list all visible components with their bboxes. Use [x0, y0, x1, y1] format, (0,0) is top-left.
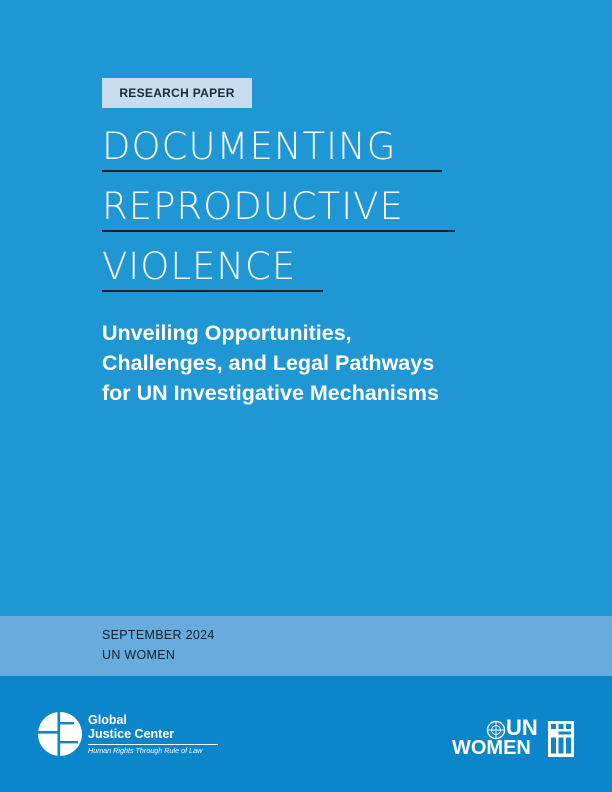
un-women-line-1: UN [506, 715, 538, 740]
gjc-tagline: Human Rights Through Rule of Law [88, 746, 203, 755]
gjc-name-line-1: Global [88, 713, 127, 727]
gjc-divider [88, 744, 218, 745]
gjc-name [88, 713, 174, 741]
gjc-emblem-icon [36, 710, 84, 758]
gjc-name-line-2: Justice Center [88, 727, 175, 741]
publication-info-band [0, 616, 612, 676]
subtitle [102, 318, 572, 408]
un-women-symbol-icon [548, 721, 574, 757]
publication-date: SEPTEMBER 2024 [102, 628, 215, 642]
subtitle-line-1: Unveiling Opportunities, [102, 321, 352, 345]
title-line-2: REPRODUCTIVE [102, 185, 404, 228]
publisher-name: UN WOMEN [102, 648, 176, 662]
subtitle-line-2: Challenges, and Legal Pathways [102, 351, 435, 375]
un-women-line-2: WOMEN [452, 737, 531, 759]
title-line-1: DOCUMENTING [102, 125, 397, 168]
document-type-badge: RESEARCH PAPER [102, 78, 252, 108]
title-underline-3 [102, 290, 323, 292]
title-underline-1 [102, 170, 442, 172]
subtitle-line-3: for UN Investigative Mechanisms [102, 381, 439, 405]
un-women-logo [452, 715, 576, 760]
footer-logo-band [0, 676, 612, 792]
title-underline-2 [102, 230, 455, 232]
title-line-3: VIOLENCE [102, 245, 297, 288]
global-justice-center-logo [36, 710, 236, 760]
